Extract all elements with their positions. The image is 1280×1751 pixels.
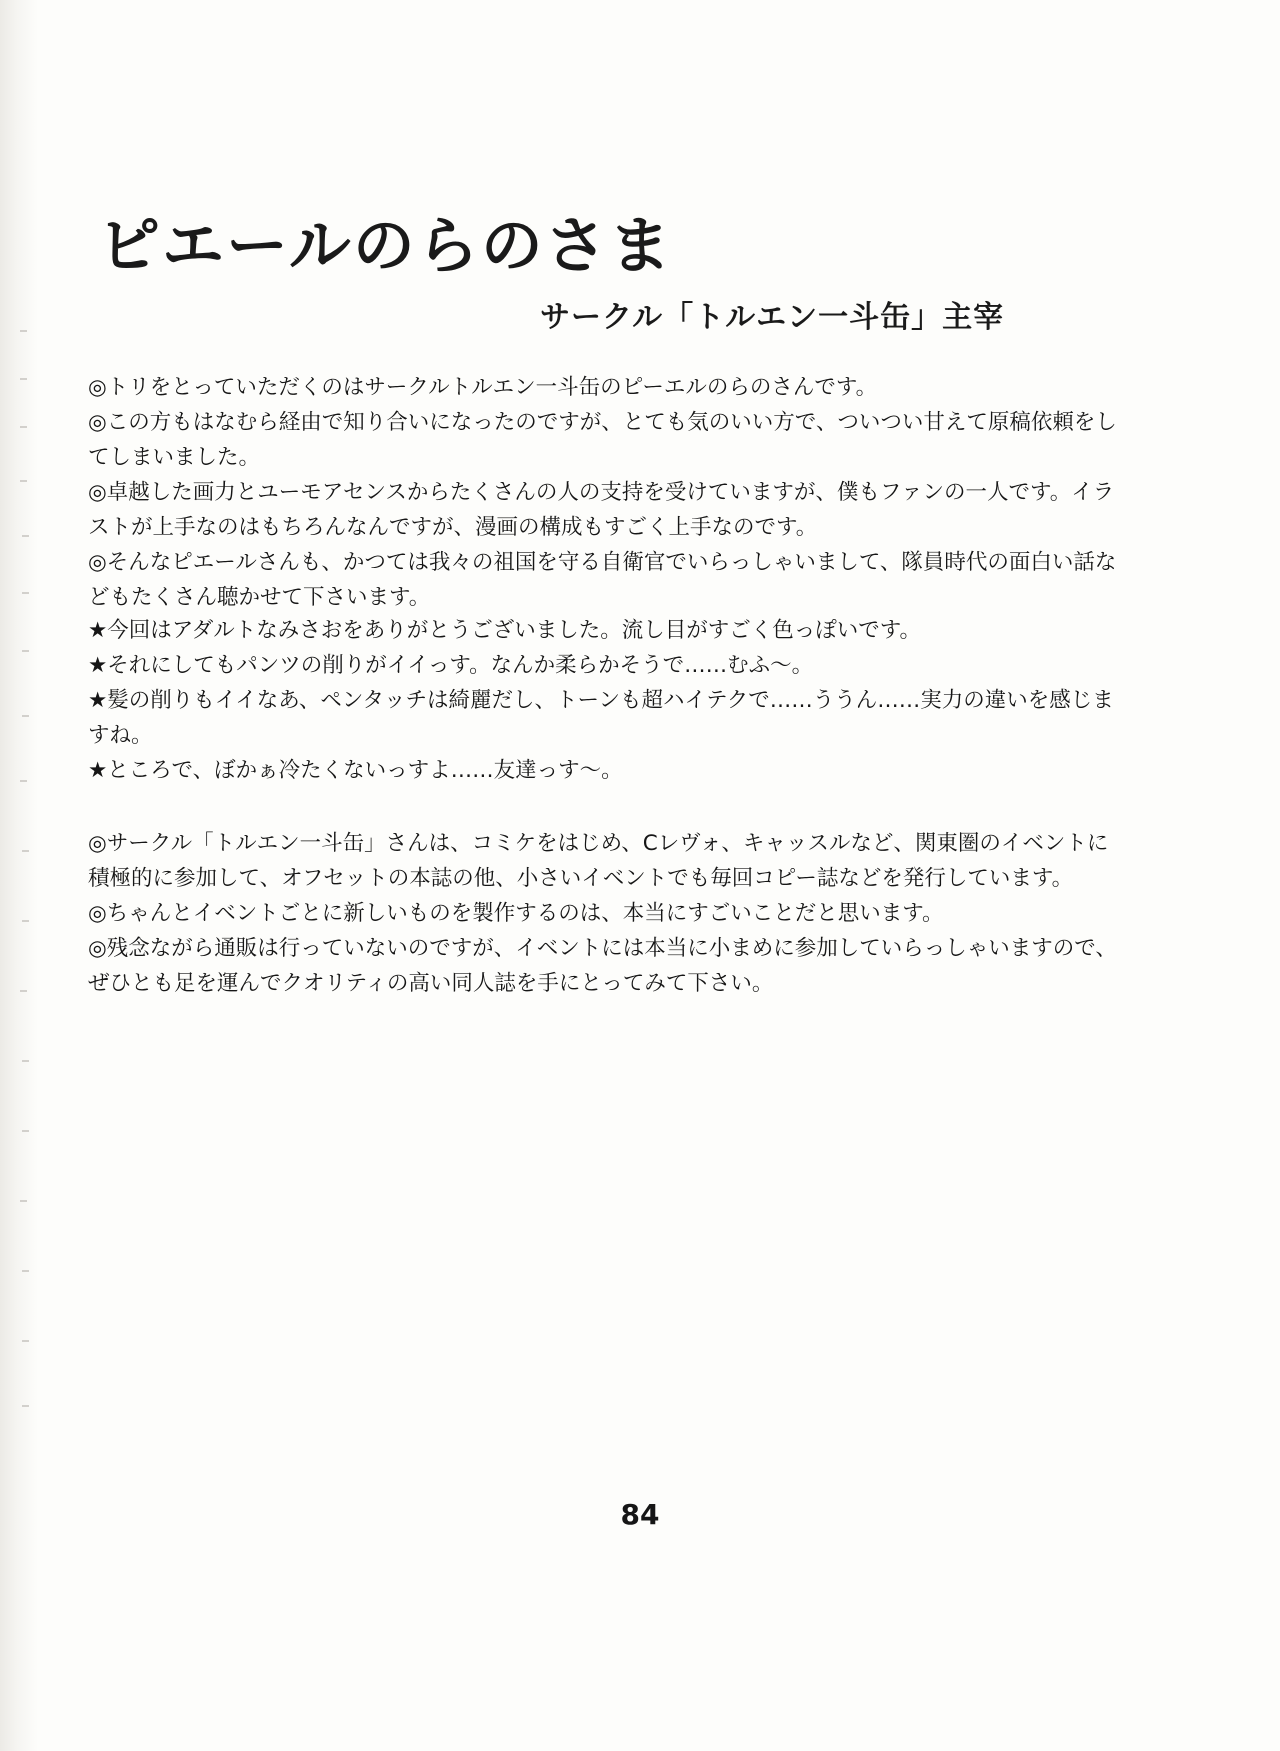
page-subtitle: サークル「トルエン一斗缶」主宰 xyxy=(540,300,1005,335)
paragraph: ◎トリをとっていただくのはサークルトルエン一斗缶のピーエルのらのさんです。 xyxy=(88,375,878,400)
page-title: ピエールのらのさま xyxy=(98,209,673,282)
paragraph-group-intro xyxy=(88,370,1120,615)
paragraph: ★髪の削りもイイなあ、ペンタッチは綺麗だし、トーンも超ハイテクで……ううん……実力の違いを感じますね。 xyxy=(88,688,1114,748)
paragraph: ◎卓越した画力とユーモアセンスからたくさんの人の支持を受けていますが、僕もファンの一人です。イラストが上手なのはもちろんなんですが、漫画の構成もすごく上手なのです。 xyxy=(88,480,1115,540)
paragraph: ★それにしてもパンツの削りがイイっす。なんか柔らかそうで……むふ～。 xyxy=(88,653,814,678)
paragraph: ◎そんなピエールさんも、かつては我々の祖国を守る自衛官でいらっしゃいまして、隊員時代の面白い話などもたくさん聴かせて下さいます。 xyxy=(88,550,1117,610)
paragraph: ◎サークル「トルエン一斗缶」さんは、コミケをはじめ、Cレヴォ、キャッスルなど、関東圏のイベントに積極的に参加して、オフセットの本誌の他、小さいイベントでも毎回コピー誌などを発行しています。 xyxy=(88,831,1109,891)
paragraph: ★ところで、ぼかぁ冷たくないっすよ……友達っす～。 xyxy=(88,758,623,783)
paragraph-group-circle xyxy=(88,826,1120,1001)
paragraph: ★今回はアダルトなみさおをありがとうございました。流し目がすごく色っぽいです。 xyxy=(88,618,922,643)
page-number: 84 xyxy=(620,1498,660,1531)
paragraph: ◎この方もはなむら経由で知り合いになったのですが、とても気のいい方で、ついつい甘えて原稿依頼をしてしまいました。 xyxy=(88,410,1117,470)
paragraph-group-stars xyxy=(88,613,1120,788)
paragraph: ◎ちゃんとイベントごとに新しいものを製作するのは、本当にすごいことだと思います。 xyxy=(88,901,944,926)
paragraph: ◎残念ながら通販は行っていないのですが、イベントには本当に小まめに参加していらっしゃいますので、ぜひとも足を運んでクオリティの高い同人誌を手にとってみて下さい。 xyxy=(88,936,1117,996)
